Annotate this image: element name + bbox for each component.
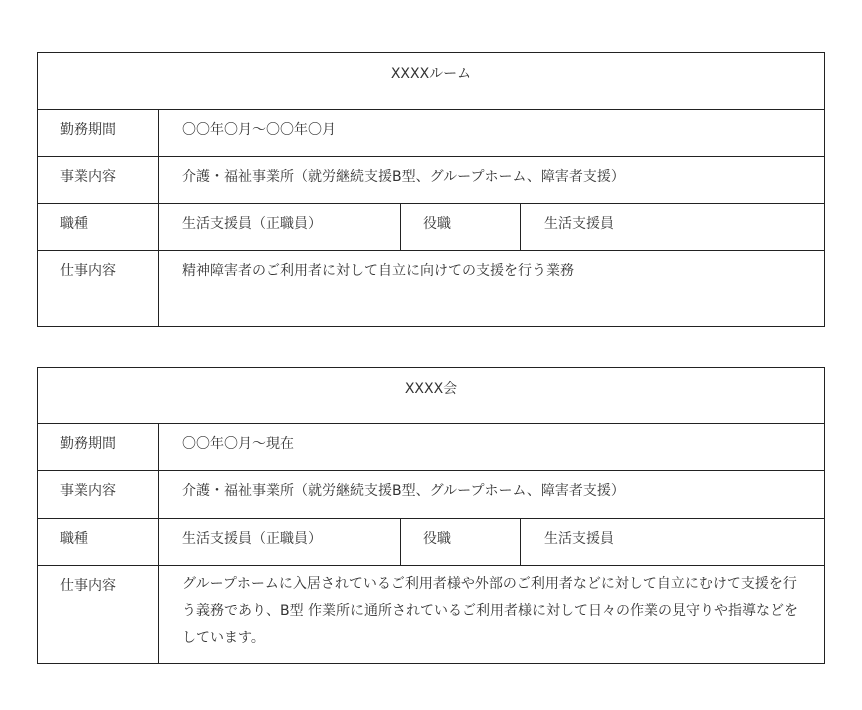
business-value: 介護・福祉事業所（就労継続支援B型、グループホーム、障害者支援） [182,483,625,499]
position-value: 生活支援員 [544,216,614,232]
career-table-2 [37,367,825,664]
position-value: 生活支援員 [544,531,614,547]
work-label: 仕事内容 [38,251,159,326]
work-value: グループホームに入居されているご利用者様や外部のご利用者などに対して自立にむけて支援を行う義務であり、B型 作業所に通所されているご利用者様に対して日々の作業の見守りや指導などをしています。 [182,576,799,646]
position-label: 役職 [401,204,521,250]
period-value: 〇〇年〇月〜現在 [182,436,294,452]
job-value: 生活支援員（正職員） [159,204,401,250]
career-table-1 [37,52,825,327]
company-title: XXXXルーム [38,53,824,110]
business-value: 介護・福祉事業所（就労継続支援B型、グループホーム、障害者支援） [182,169,625,185]
period-value: 〇〇年〇月〜〇〇年〇月 [182,122,336,138]
position-label: 役職 [401,519,521,565]
work-row [38,251,824,326]
period-row [38,110,824,157]
company-title: XXXX会 [38,368,824,424]
business-row [38,471,824,519]
business-row [38,157,824,204]
business-label: 事業内容 [38,157,159,203]
business-label: 事業内容 [38,471,159,518]
work-value: 精神障害者のご利用者に対して自立に向けての支援を行う業務 [182,263,574,279]
job-value: 生活支援員（正職員） [159,519,401,565]
work-label: 仕事内容 [38,566,159,663]
job-row [38,204,824,251]
period-label: 勤務期間 [38,110,159,156]
job-label: 職種 [38,519,159,565]
job-label: 職種 [38,204,159,250]
period-row [38,424,824,471]
period-label: 勤務期間 [38,424,159,470]
job-row [38,519,824,566]
work-row [38,566,824,663]
